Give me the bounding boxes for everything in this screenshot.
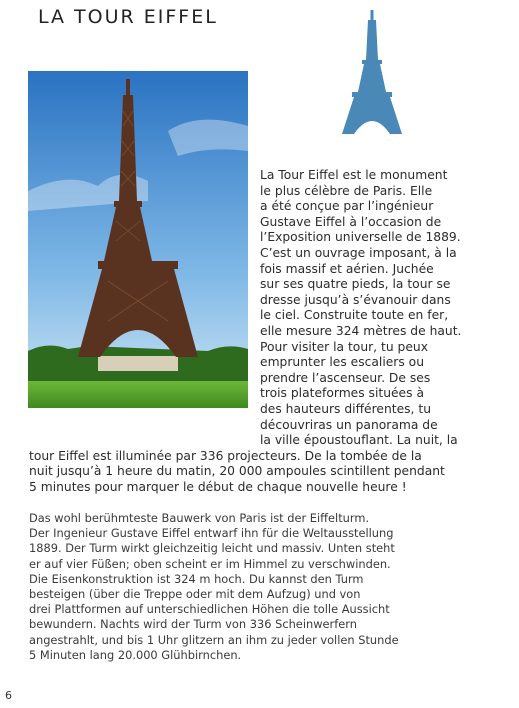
french-text-line: trois plateformes situées à xyxy=(260,386,424,401)
french-text-line: tour Eiffel est illuminée par 336 projecteurs. De la tombée de la xyxy=(29,448,422,463)
french-text-line: C’est un ouvrage imposant, à la xyxy=(260,246,457,260)
page-title: LA TOUR EIFFEL xyxy=(38,6,218,28)
german-text-line: drei Plattformen auf unterschiedlichen Höhen die tolle Aussicht xyxy=(29,602,390,617)
eiffel-tower-icon xyxy=(340,8,404,136)
french-text-line: Pour visiter la tour, tu peux xyxy=(260,339,428,354)
french-text-line: elle mesure 324 mètres de haut. xyxy=(260,324,462,338)
french-text-line: la ville époustouflant. La nuit, la xyxy=(260,433,458,448)
german-text-line: bewundern. Nachts wird der Turm von 336 Scheinwerfern xyxy=(29,617,357,632)
german-text-line: 5 Minuten lang 20.000 Glühbirnchen. xyxy=(29,647,242,662)
german-text-line: Der Ingenieur Gustave Eiffel entwarf ihn für die Weltausstellung xyxy=(29,526,394,541)
german-text-line: Die Eisenkonstruktion ist 324 m hoch. Du kannst den Turm xyxy=(29,571,364,586)
french-text-line: découvriras un panorama de xyxy=(260,417,438,432)
french-text-line: Gustave Eiffel à l’occasion de xyxy=(260,214,442,229)
french-text-line: l’Exposition universelle de 1889. xyxy=(260,230,461,245)
french-text-line: emprunter les escaliers ou xyxy=(260,355,424,370)
german-text-line: Das wohl berühmteste Bauwerk von Paris ist der Eiffelturm. xyxy=(29,511,370,525)
german-text-line: er auf vier Füßen; oben scheint er im Himmel zu verschwinden. xyxy=(29,556,391,571)
french-text-line: dresse jusqu’à s’évanouir dans xyxy=(260,292,451,307)
french-text-line: nuit jusqu’à 1 heure du matin, 20 000 ampoules scintillent pendant xyxy=(29,464,445,479)
french-text-line: fois massif et aérien. Juchée xyxy=(260,261,434,276)
page-number: 6 xyxy=(5,689,12,702)
french-text-line: des hauteurs différentes, tu xyxy=(260,402,431,416)
german-text-line: besteigen (über die Treppe oder mit dem Aufzug) und von xyxy=(29,587,361,601)
french-text-line: a été conçue par l’ingénieur xyxy=(260,199,434,214)
french-text-line: prendre l’ascenseur. De ses xyxy=(260,370,431,385)
french-text-line: le plus célèbre de Paris. Elle xyxy=(260,183,433,198)
french-text-line: 5 minutes pour marquer le début de chaque nouvelle heure ! xyxy=(29,480,407,494)
german-text-line: 1889. Der Turm wirkt gleichzeitig leicht und massiv. Unten steht xyxy=(29,541,395,556)
french-text-line: La Tour Eiffel est le monument xyxy=(260,168,448,182)
german-text-line: angestrahlt, und bis 1 Uhr glitzern an ihm zu jeder vollen Stunde xyxy=(29,632,399,647)
eiffel-tower-photo xyxy=(28,71,248,408)
french-text-line: sur ses quatre pieds, la tour se xyxy=(260,277,451,292)
french-text-line: le ciel. Construite toute en fer, xyxy=(260,308,449,323)
